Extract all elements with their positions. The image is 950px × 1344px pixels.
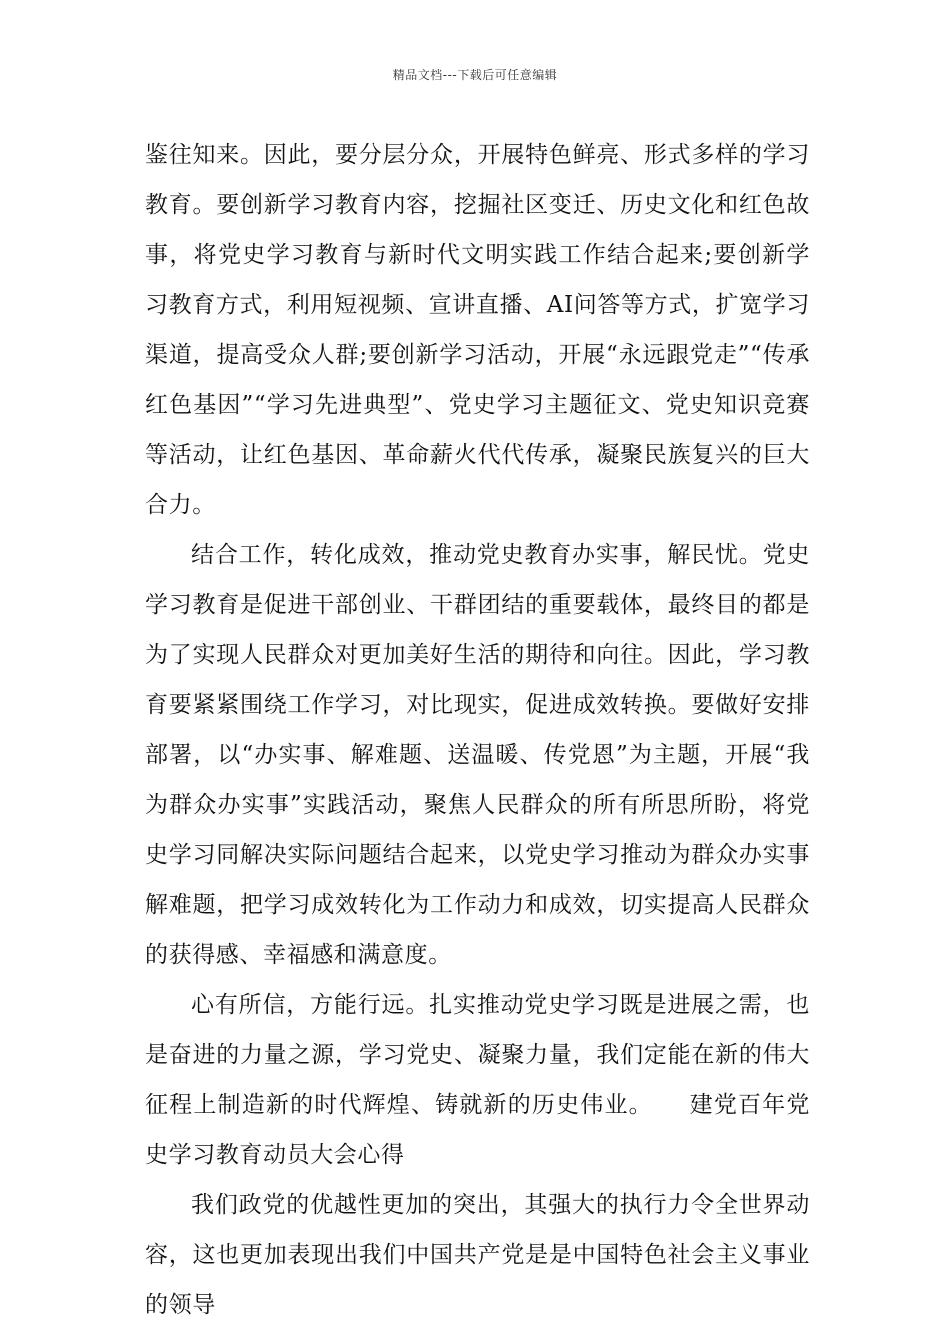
paragraph-2: 结合工作，转化成效，推动党史教育办实事，解民忧。党史学习教育是促进干部创业、干群团结的重要载体，最终目的都是为了实现人民群众对更加美好生活的期待和向往。因此，学习教育要紧紧围绕工作学习，对比现实，促进成效转换。要做好安排部署，以“办实事、解难题、送温暖、传党恩”为主题，开展“我为群众办实事”实践活动，聚焦人民群众的所有所思所盼，将党史学习同解决实际问题结合起来，以党史学习推动为群众办实事解难题，把学习成效转化为工作动力和成效，切实提高人民群众的获得感、幸福感和满意度。: [145, 542, 810, 968]
page-header: 精品文档---下载后可任意编辑: [392, 68, 558, 82]
paragraph-4: 我们政党的优越性更加的突出，其强大的执行力令全世界动容，这也更加表现出我们中国共产党是是中国特色社会主义事业的领导: [145, 1192, 810, 1318]
paragraph-3: 心有所信，方能行远。扎实推动党史学习既是进展之需，也是奋进的力量之源，学习党史、凝聚力量，我们定能在新的伟大征程上制造新的时代辉煌、铸就新的历史伟业。 建党百年党史学习教育动员大会心得: [145, 992, 810, 1168]
document-body: [145, 130, 810, 1330]
paragraph-1: 鉴往知来。因此，要分层分众，开展特色鲜亮、形式多样的学习教育。要创新学习教育内容，挖掘社区变迁、历史文化和红色故事，将党史学习教育与新时代文明实践工作结合起来;要创新学习教育方式，利用短视频、宣讲直播、AI问答等方式，扩宽学习渠道，提高受众人群;要创新学习活动，开展“永远跟党走”“传承红色基因”“学习先进典型”、党史学习主题征文、党史知识竞赛等活动，让红色基因、革命薪火代代传承，凝聚民族复兴的巨大合力。: [145, 142, 810, 518]
